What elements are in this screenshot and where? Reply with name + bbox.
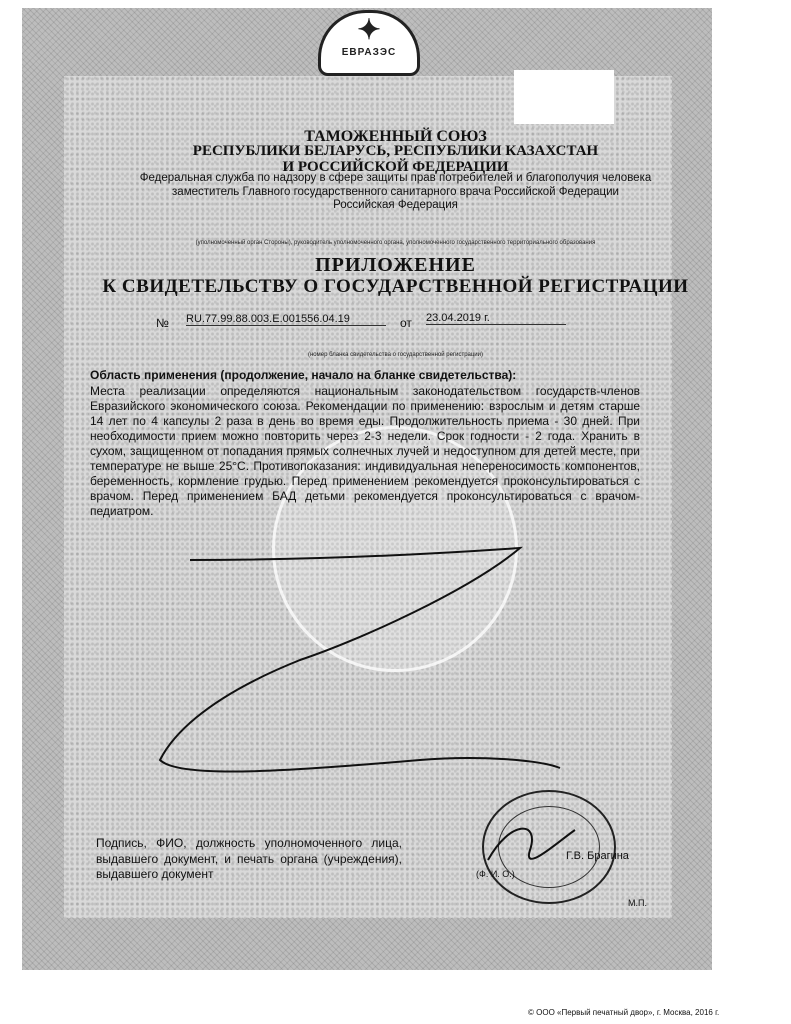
- authority-line-2: заместитель Главного государственного санитарного врача Российской Федерации: [172, 186, 619, 198]
- document-subtitle: К СВИДЕТЕЛЬСТВУ О ГОСУДАРСТВЕННОЙ РЕГИСТРАЦИИ: [102, 276, 689, 297]
- stamp-place-label: М.П.: [628, 898, 647, 908]
- certificate-date-label: от: [400, 316, 412, 330]
- certificate-number-label: №: [156, 316, 169, 330]
- redacted-area: [514, 70, 614, 124]
- emblem-icon: ✦: [357, 14, 381, 45]
- signature-block-label: Подпись, ФИО, должность уполномоченного лица, выдавшего документ, и печать органа (учреждения), выдавшего документ: [96, 836, 402, 881]
- signatory-name: Г.В. Брагина: [566, 850, 629, 862]
- eurasec-logo: [318, 10, 420, 76]
- authority-caption: (уполномоченный орган Стороны), руководитель уполномоченного органа, уполномоченного государственного территориального образования: [195, 240, 596, 246]
- certificate-date: 23.04.2019 г.: [426, 312, 566, 325]
- scope-text: Места реализации определяются национальным законодательством государств-членов Евразийского экономического союза. Рекомендации по применению: взрослым и детям старше 14 лет по 4 капсулы 2 раза в день во время еды. Продолжительность приема - 30 дней. При необходимости прием можно повторить через 2-3 недели. Срок годности - 2 года. Хранить в сухом, защищенном от попадания прямых солнечных лучей и недоступном для детей месте, при температуре не выше 25°С. Противопоказания: индивидуальная непереносимость компонентов, беременность, кормление грудью. Перед применением рекомендуется проконсультироваться с врачом. Перед применением БАД детьми рекомендуется проконсультироваться с врачом-педиатром.: [90, 384, 640, 518]
- document-title: ПРИЛОЖЕНИЕ: [315, 254, 476, 276]
- header-line-1: ТАМОЖЕННЫЙ СОЮЗ: [304, 128, 487, 145]
- header-line-2: РЕСПУБЛИКИ БЕЛАРУСЬ, РЕСПУБЛИКИ КАЗАХСТАН: [192, 143, 599, 159]
- certificate-caption: (номер бланка свидетельства о государственной регистрации): [307, 352, 484, 358]
- authority-line-1: Федеральная служба по надзору в сфере защиты прав потребителей и благополучия человека: [139, 172, 652, 184]
- certificate-number: RU.77.99.88.003.E.001556.04.19: [186, 313, 386, 326]
- printer-footer: © ООО «Первый печатный двор», г. Москва, 2016 г.: [528, 1008, 720, 1017]
- authority-line-3: Российская Федерация: [333, 199, 458, 211]
- signatory-caption: (Ф. И. О.): [476, 869, 515, 879]
- official-stamp: [482, 790, 616, 904]
- header-line-3: И РОССИЙСКОЙ ФЕДЕРАЦИИ: [282, 159, 509, 175]
- scope-title: Область применения (продолжение, начало на бланке свидетельства):: [90, 368, 517, 382]
- logo-text: ЕВРАЗЭС: [341, 47, 397, 58]
